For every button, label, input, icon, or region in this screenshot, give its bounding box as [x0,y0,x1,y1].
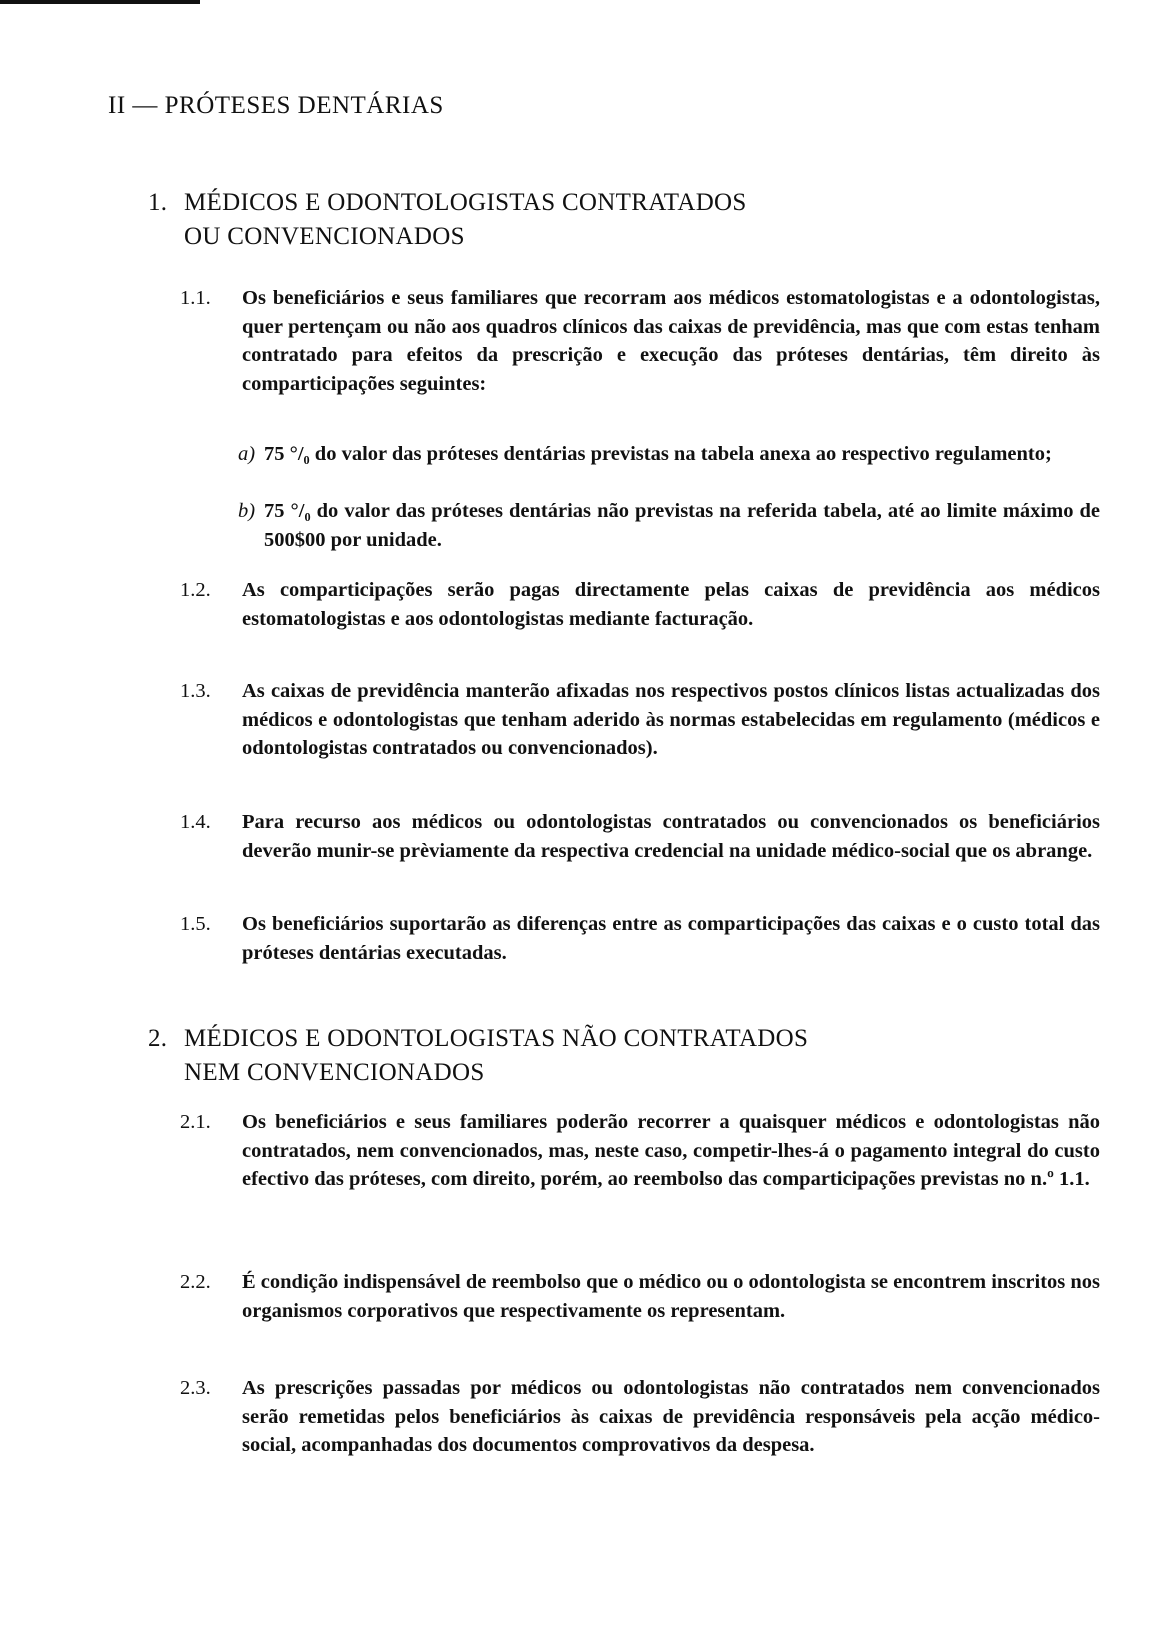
document-title: II — PRÓTESES DENTÁRIAS [108,92,444,119]
paragraph-text: Os beneficiários e seus familiares que recorram aos médicos estomatologistas e a odontologistas, quer pertençam ou não aos quadros clínicos das caixas de previdência, mas que com estas tenham contratado para efeitos da prescrição e execução das próteses dentárias, têm direito às comparticipações seguintes: [242,287,1100,395]
paragraph-text: É condição indispensável de reembolso que o médico ou o odontologista se encontrem inscritos nos organismos corporativos que respectivamente os representam. [242,1271,1100,1322]
list-item-letter: b) [238,500,256,522]
top-rule [0,0,200,4]
paragraph-1-5 [180,910,1100,967]
list-item-text: 75 °/₀ do valor das próteses dentárias não previstas na referida tabela, até ao limite máximo de 500$00 por unidade. [264,500,1100,551]
paragraph-number: 2.2. [180,1271,211,1293]
paragraph-text: Os beneficiários suportarão as diferenças entre as comparticipações das caixas e o custo total das próteses dentárias executadas. [242,913,1100,964]
paragraph-text: As caixas de previdência manterão afixadas nos respectivos postos clínicos listas actualizadas dos médicos e odontologistas que tenham aderido às normas estabelecidas em regulamento (médicos e odontologistas contratados ou convencionados). [242,680,1100,759]
paragraph-2-1 [180,1108,1100,1194]
section-2-heading-line1: MÉDICOS E ODONTOLOGISTAS NÃO CONTRATADOS [184,1025,809,1052]
list-item-b [238,497,1100,554]
paragraph-number: 2.3. [180,1377,211,1399]
section-1-heading-line2: OU CONVENCIONADOS [184,223,465,250]
paragraph-number: 2.1. [180,1111,211,1133]
section-1-heading-line1: MÉDICOS E ODONTOLOGISTAS CONTRATADOS [184,189,747,216]
paragraph-text: Os beneficiários e seus familiares poderão recorrer a quaisquer médicos e odontologistas não contratados, nem convencionados, mas, neste caso, competir-lhes-á o pagamento integral do custo efectivo das próteses, com direito, porém, ao reembolso das comparticipações previstas no n.º 1.1. [242,1111,1100,1190]
section-1-heading [148,186,1048,254]
paragraph-2-2 [180,1268,1100,1325]
section-1-number: 1. [148,189,168,216]
list-item-letter: a) [238,443,256,465]
section-2-heading [148,1022,1048,1090]
paragraph-number: 1.1. [180,287,211,309]
paragraph-text: As prescrições passadas por médicos ou odontologistas não contratados nem convencionados serão remetidas pelos beneficiários às caixas de previdência responsáveis pela acção médico-social, acompanhadas dos documentos comprovativos da despesa. [242,1377,1100,1456]
paragraph-1-3 [180,677,1100,763]
paragraph-2-3 [180,1374,1100,1460]
paragraph-number: 1.5. [180,913,211,935]
paragraph-1-4 [180,808,1100,865]
paragraph-1-2 [180,576,1100,633]
section-2-number: 2. [148,1025,168,1052]
section-2-heading-line2: NEM CONVENCIONADOS [184,1059,485,1086]
paragraph-number: 1.4. [180,811,211,833]
paragraph-text: Para recurso aos médicos ou odontologistas contratados ou convencionados os beneficiários deverão munir-se prèviamente da respectiva credencial na unidade médico-social que os abrange. [242,811,1100,862]
paragraph-number: 1.2. [180,579,211,601]
paragraph-number: 1.3. [180,680,211,702]
list-item-text: 75 °/₀ do valor das próteses dentárias previstas na tabela anexa ao respectivo regulamento; [264,443,1052,465]
paragraph-text: As comparticipações serão pagas directamente pelas caixas de previdência aos médicos estomatologistas e aos odontologistas mediante facturação. [242,579,1100,630]
list-item-a [238,440,1100,469]
paragraph-1-1 [180,284,1100,398]
